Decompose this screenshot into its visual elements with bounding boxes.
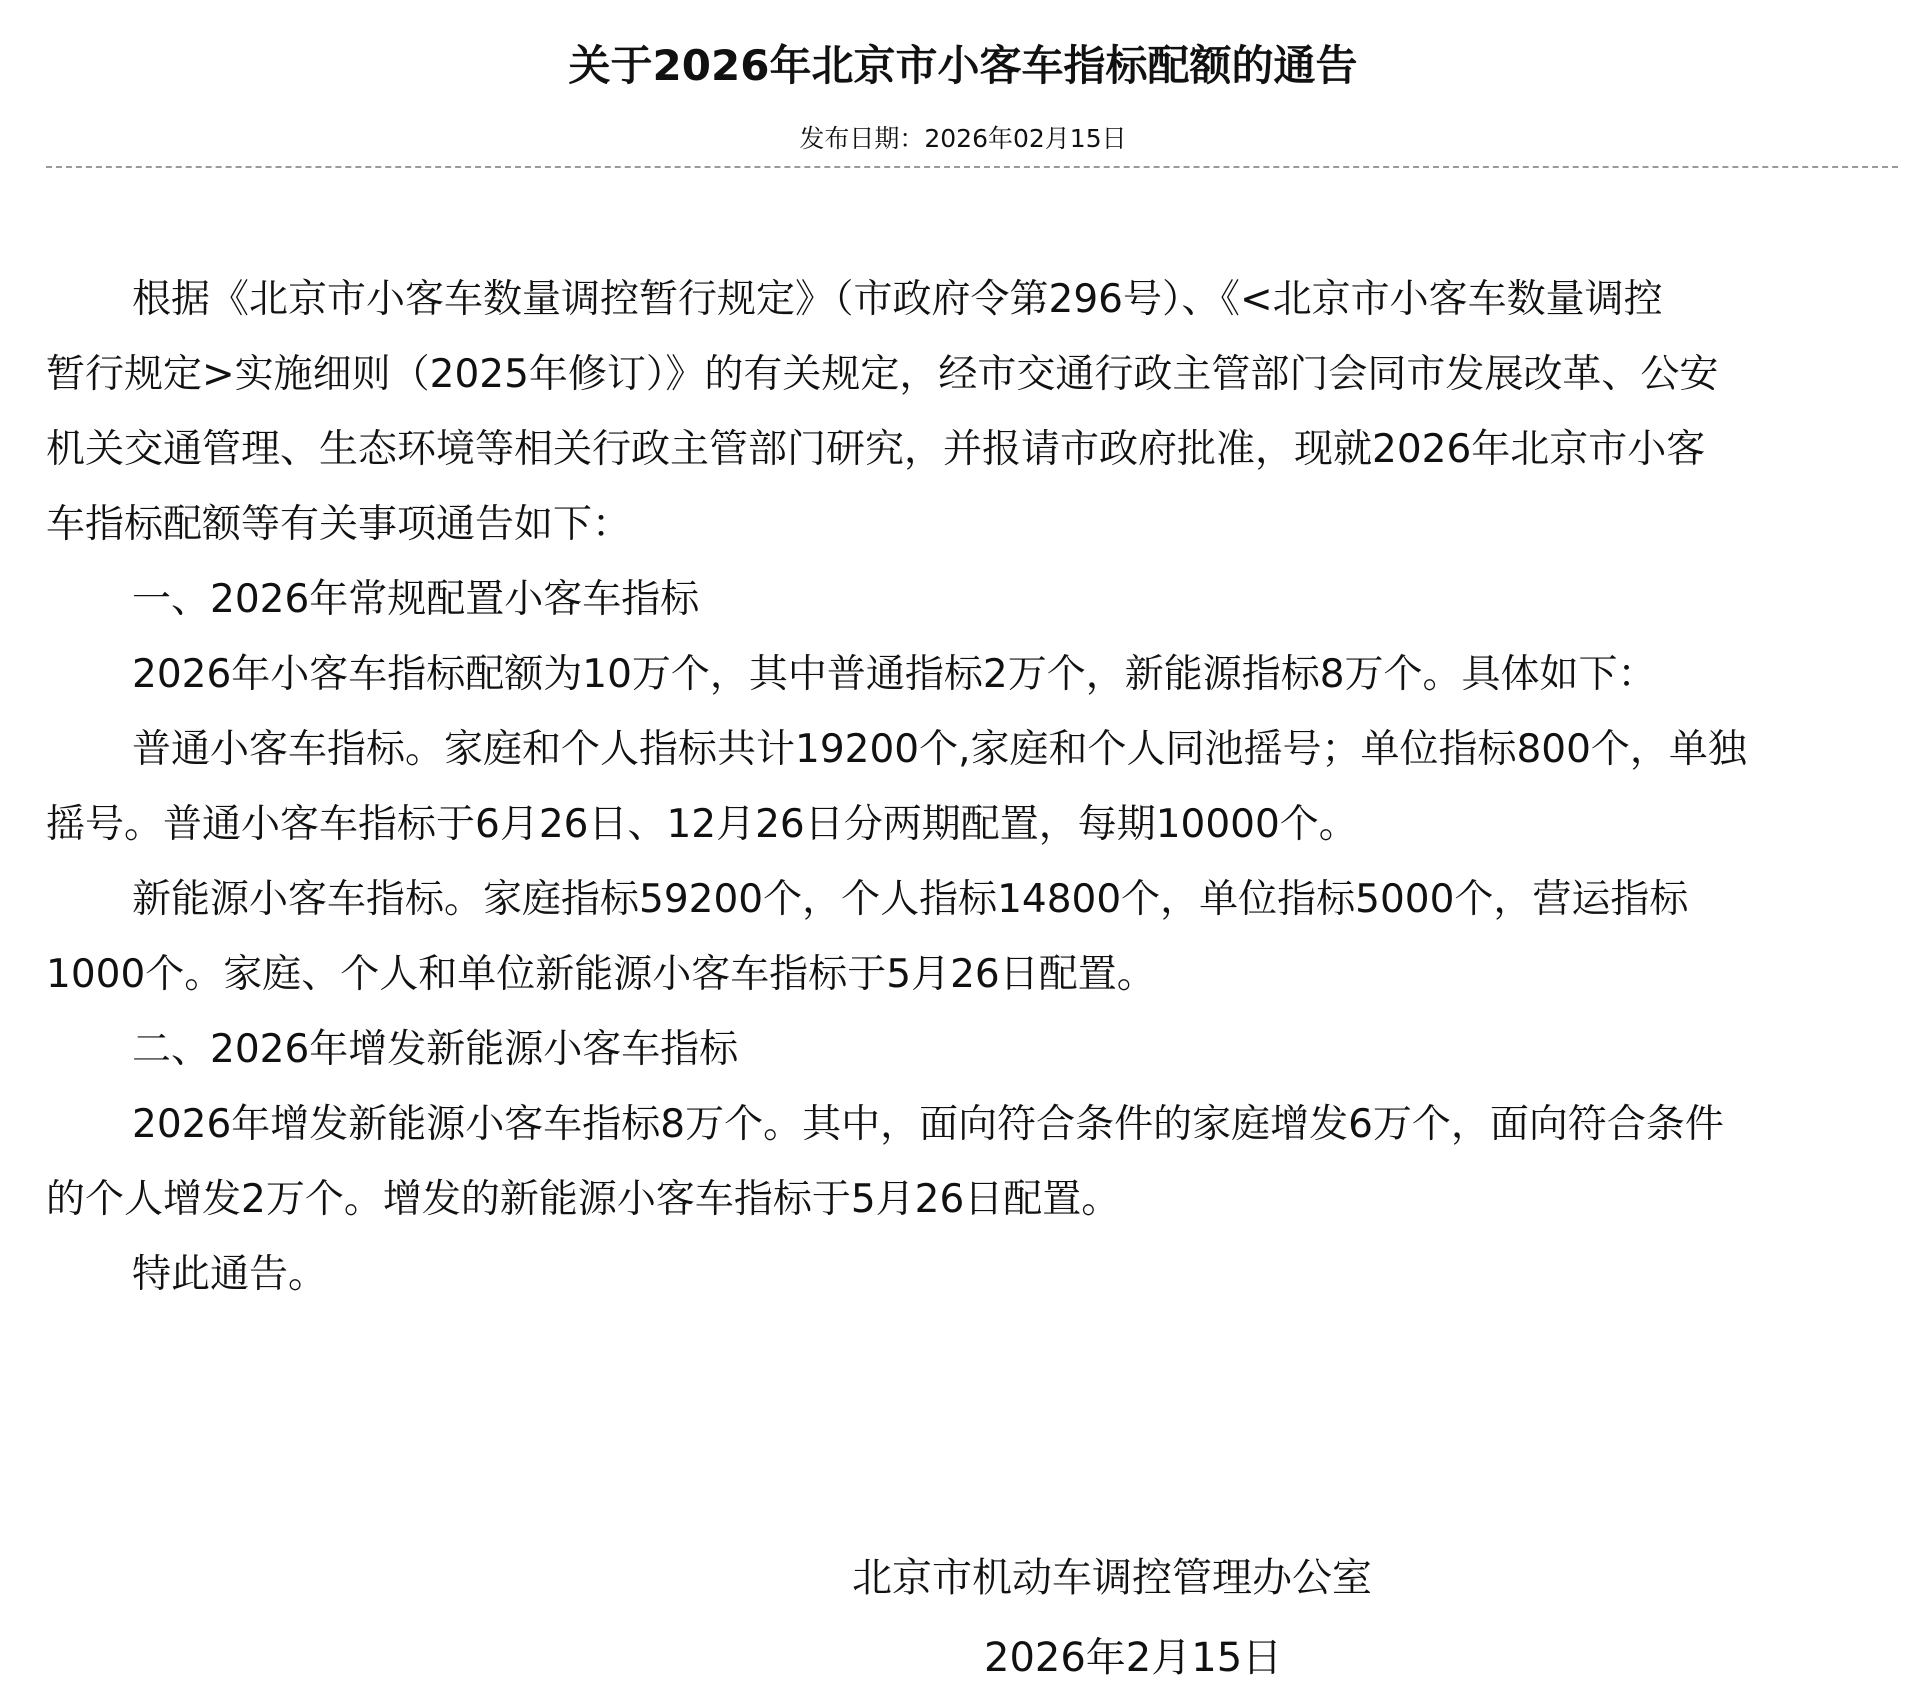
paragraph-line: 的个人增发2万个。增发的新能源小客车指标于5月26日配置。 — [46, 1177, 1121, 1222]
signature-organization: 北京市机动车调控管理办公室 — [852, 1555, 1372, 1601]
notice-title: 关于2026年北京市小客车指标配额的通告 — [568, 41, 1358, 90]
paragraph-line: 2026年小客车指标配额为10万个，其中普通指标2万个，新能源指标8万个。具体如下： — [132, 652, 1657, 697]
closing-line: 特此通告。 — [132, 1252, 328, 1297]
paragraph-line: 暂行规定>实施细则（2025年修订）》的有关规定，经市交通行政主管部门会同市发展改革、公安 — [46, 352, 1719, 397]
paragraph-line: 普通小客车指标。家庭和个人指标共计19200个,家庭和个人同池摇号；单位指标800个，单独 — [132, 727, 1747, 772]
section-heading: 二、2026年增发新能源小客车指标 — [132, 1027, 739, 1072]
paragraph-line: 机关交通管理、生态环境等相关行政主管部门研究，并报请市政府批准，现就2026年北京市小客 — [46, 427, 1706, 472]
publish-date: 发布日期：2026年02月15日 — [799, 124, 1127, 153]
paragraph-line: 摇号。普通小客车指标于6月26日、12月26日分两期配置，每期10000个。 — [46, 802, 1358, 847]
paragraph-line: 1000个。家庭、个人和单位新能源小客车指标于5月26日配置。 — [46, 952, 1156, 997]
paragraph-line: 车指标配额等有关事项通告如下： — [46, 502, 632, 547]
section-heading: 一、2026年常规配置小客车指标 — [132, 577, 700, 622]
paragraph-line: 2026年增发新能源小客车指标8万个。其中，面向符合条件的家庭增发6万个，面向符合条件 — [132, 1102, 1724, 1147]
header-divider — [46, 166, 1898, 168]
signature-date: 2026年2月15日 — [984, 1635, 1283, 1681]
notice-body — [46, 262, 1898, 1312]
paragraph-line: 新能源小客车指标。家庭指标59200个，个人指标14800个，单位指标5000个，营运指标 — [132, 877, 1689, 922]
paragraph-line: 根据《北京市小客车数量调控暂行规定》（市政府令第296号）、《<北京市小客车数量调控 — [132, 277, 1663, 322]
